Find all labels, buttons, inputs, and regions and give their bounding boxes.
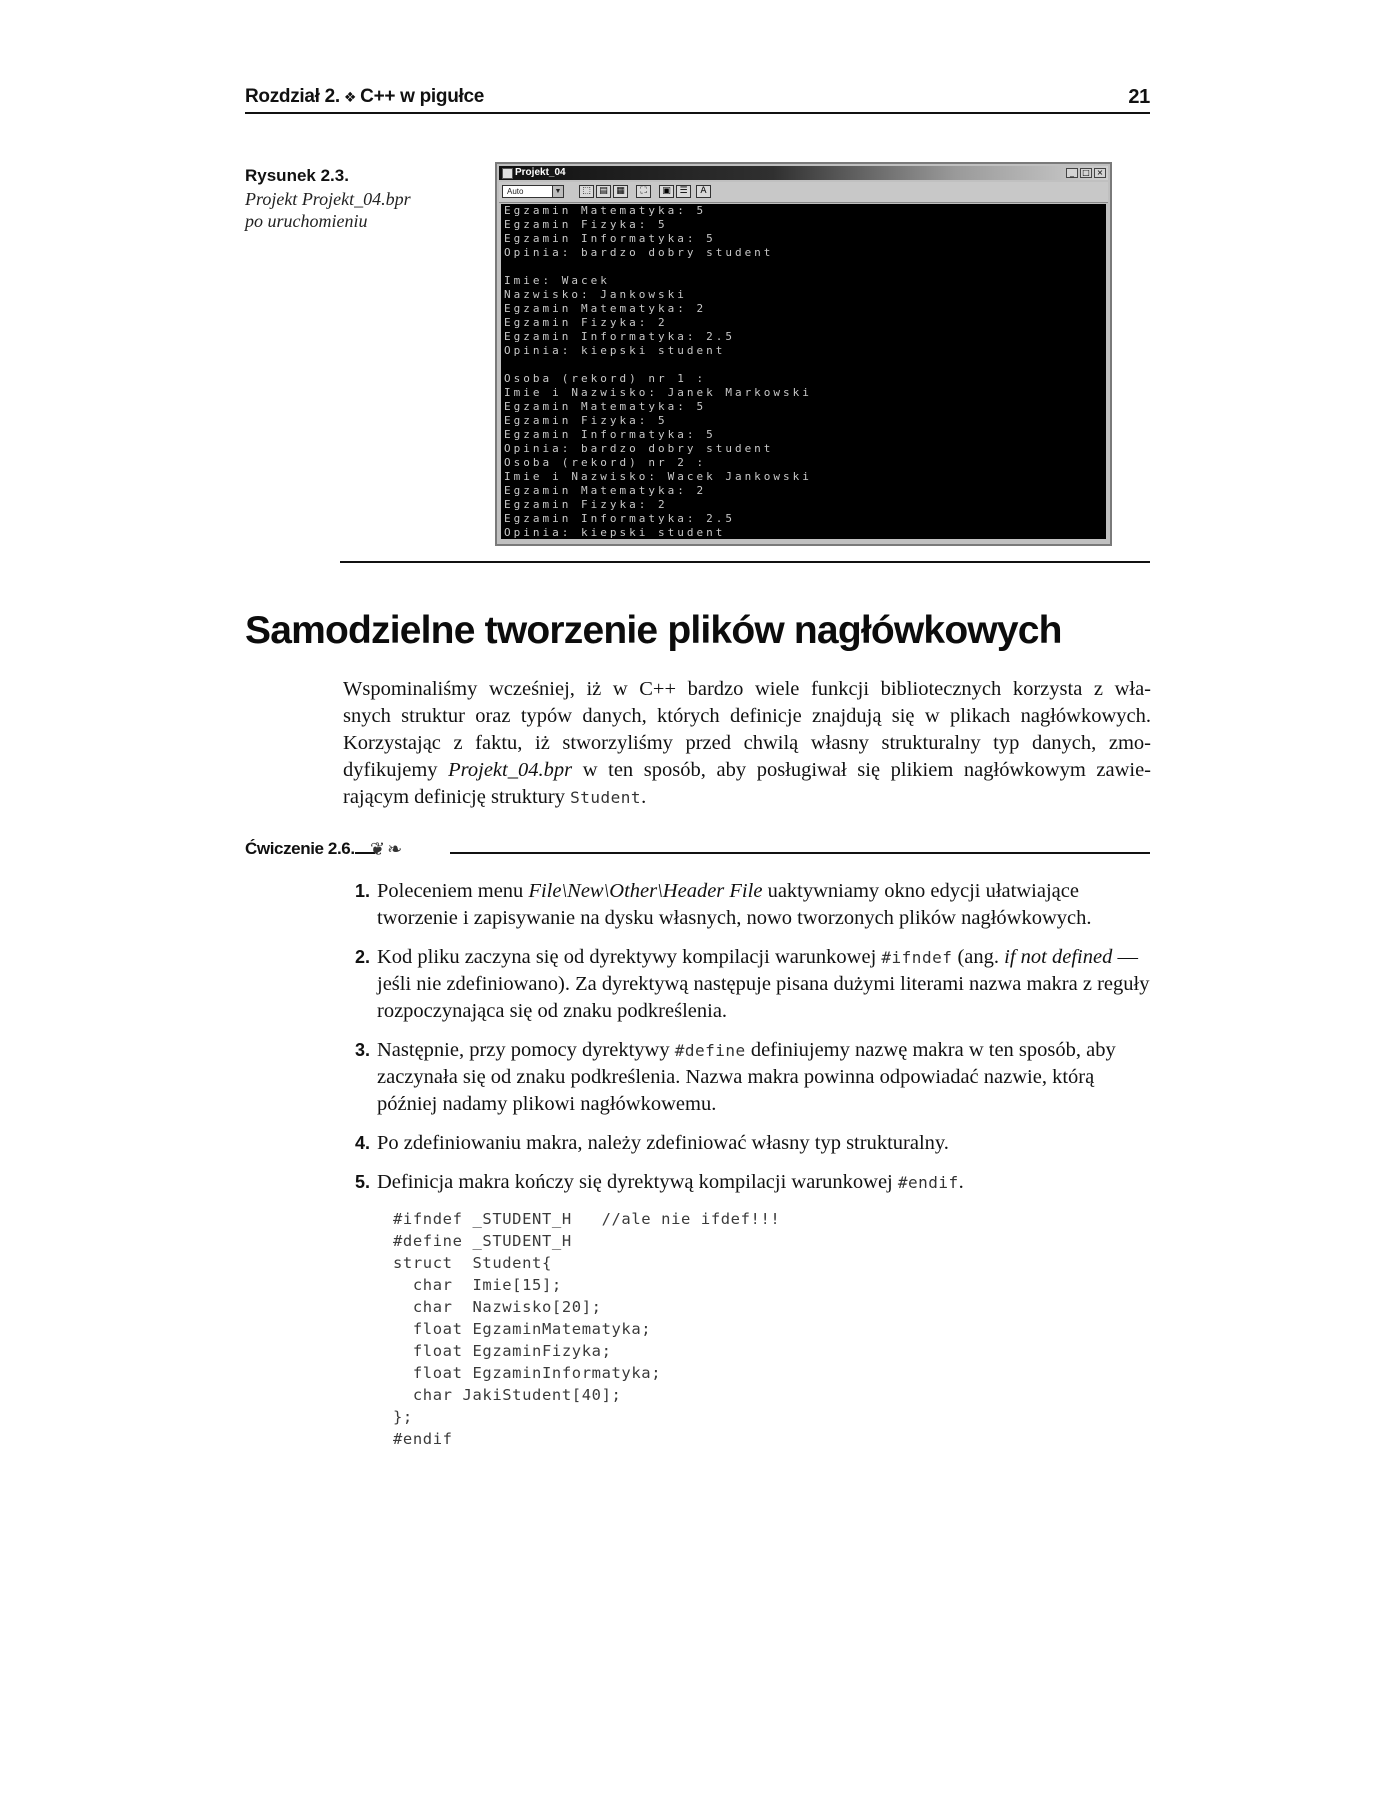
console-line: Egzamin Fizyka: 2 xyxy=(504,498,668,511)
running-header-chapter xyxy=(245,86,484,108)
console-line: Egzamin Informatyka: 5 xyxy=(504,232,716,245)
step-text: (ang. xyxy=(952,946,1005,968)
inline-code: #define xyxy=(674,1041,746,1060)
step-text: uaktywniamy okno edycji ułatwiające tworzenie i zapisywanie na dysku własnych, nowo tworzonych plików nagłówkowych. xyxy=(377,880,1092,929)
figure-description-line: Projekt Projekt_04.bpr xyxy=(245,189,411,209)
code-line: struct Student{ xyxy=(393,1254,552,1272)
inline-code: Student xyxy=(570,788,642,807)
step-text: definiujemy nazwę makra w ten sposób, aby zaczynała się od znaku podkreślenia. Nazwa makra powinna odpowiadać nazwie, którą później nadamy plikowi nagłówkowemu. xyxy=(377,1039,1116,1115)
code-line: char Imie[15]; xyxy=(393,1276,562,1294)
section-title: Samodzielne tworzenie plików nagłówkowych xyxy=(245,609,1062,652)
console-line: Opinia: kiepski student xyxy=(504,526,726,539)
code-line: }; xyxy=(393,1408,413,1426)
step-number: 4. xyxy=(355,1133,371,1153)
window-title: Projekt_04 xyxy=(515,167,566,178)
paragraph-line xyxy=(343,784,1151,811)
step-item xyxy=(355,944,1155,1025)
select-icon: ⬚ xyxy=(579,185,594,198)
font-size-select xyxy=(502,185,564,198)
step-text: Po zdefiniowaniu makra, należy zdefiniować własny typ strukturalny. xyxy=(377,1132,949,1154)
console-line: Imie: Wacek xyxy=(504,274,610,287)
console-line: Egzamin Informatyka: 5 xyxy=(504,428,716,441)
code-listing xyxy=(393,1208,1093,1450)
window-title-bar xyxy=(499,166,1108,180)
step-emphasis: if not defined xyxy=(1004,946,1113,968)
step-text: Poleceniem menu xyxy=(377,880,529,902)
console-line: Egzamin Fizyka: 2 xyxy=(504,316,668,329)
background-icon: ☰ xyxy=(676,185,691,198)
paragraph-text: rającym definicję struktury xyxy=(343,786,571,808)
console-line: Nazwisko: Jankowski xyxy=(504,288,687,301)
chapter-subject: C++ w pigułce xyxy=(360,86,485,107)
chevron-down-icon: ▼ xyxy=(552,186,563,197)
paragraph-line: Korzystając z faktu, iż stworzyliśmy przed chwilą własny strukturalny typ danych, zmo- xyxy=(343,732,1151,754)
step-item xyxy=(355,1130,1155,1157)
step-text: Kod pliku zaczyna się od dyrektywy kompilacji warunkowej xyxy=(377,946,882,968)
step-text: . xyxy=(958,1171,964,1193)
code-line: float EgzaminMatematyka; xyxy=(393,1320,652,1338)
exercise-label: Ćwiczenie 2.6. xyxy=(245,839,355,858)
step-item xyxy=(355,1169,1155,1196)
inline-code: #endif xyxy=(897,1173,959,1192)
paragraph-line xyxy=(343,757,1151,784)
console-line: Osoba (rekord) nr 1 : xyxy=(504,372,707,385)
console-line: Opinia: bardzo dobry student xyxy=(504,246,774,259)
step-number: 2. xyxy=(355,947,371,967)
paragraph-line: Wspominaliśmy wcześniej, iż w C++ bardzo wiele funkcji bibliotecznych korzysta z wła- xyxy=(343,678,1151,700)
ornament-icon: ❦❧ xyxy=(370,839,405,860)
console-line: Egzamin Informatyka: 2.5 xyxy=(504,512,735,525)
diamond-separator-icon: ❖ xyxy=(343,89,357,105)
code-line: #ifndef _STUDENT_H //ale nie ifdef!!! xyxy=(393,1210,781,1228)
figure-description-line: po uruchomieniu xyxy=(245,211,368,231)
paragraph-text: . xyxy=(641,786,647,808)
console-app-icon xyxy=(502,168,513,179)
project-filename: Projekt_04.bpr xyxy=(448,759,573,781)
paragraph-text: w ten sposób, aby posługiwał się plikiem nagłówkowym zawie- xyxy=(572,759,1152,781)
maximize-icon: □ xyxy=(1080,168,1092,178)
console-line: Egzamin Matematyka: 2 xyxy=(504,484,707,497)
paragraph-text: dyfikujemy xyxy=(343,759,449,781)
step-text: Definicja makra kończy się dyrektywą kompilacji warunkowej xyxy=(377,1171,898,1193)
figure-description xyxy=(245,188,475,232)
step-number: 1. xyxy=(355,881,371,901)
step-item xyxy=(355,1037,1155,1118)
console-line: Egzamin Fizyka: 5 xyxy=(504,218,668,231)
console-window-screenshot xyxy=(495,162,1112,546)
properties-icon: ▣ xyxy=(659,185,674,198)
code-line: char JakiStudent[40]; xyxy=(393,1386,622,1404)
code-line: float EgzaminInformatyka; xyxy=(393,1364,662,1382)
copy-icon: ▤ xyxy=(596,185,611,198)
page-number: 21 xyxy=(1128,86,1150,108)
step-number: 5. xyxy=(355,1172,371,1192)
figure-divider xyxy=(340,561,1150,563)
exercise-steps xyxy=(355,878,1155,1208)
figure-caption xyxy=(245,166,475,232)
console-line: Egzamin Informatyka: 2.5 xyxy=(504,330,735,343)
console-line: Egzamin Fizyka: 5 xyxy=(504,414,668,427)
inline-code: #ifndef xyxy=(881,948,953,967)
exercise-rule xyxy=(450,852,1150,854)
console-toolbar xyxy=(499,182,1108,203)
console-line: Osoba (rekord) nr 2 : xyxy=(504,456,707,469)
console-line: Egzamin Matematyka: 5 xyxy=(504,204,707,217)
code-line: #endif xyxy=(393,1430,453,1448)
running-header xyxy=(245,86,1150,114)
step-text: Następnie, przy pomocy dyrektywy xyxy=(377,1039,675,1061)
step-text: — jeśli nie zdefiniowano). Za dyrektywą następuje pisana dużymi literami nazwa makra z reguły rozpoczynająca się od znaku podkreślenia. xyxy=(377,946,1150,1022)
console-output xyxy=(501,204,1106,539)
console-line: Imie i Nazwisko: Wacek Jankowski xyxy=(504,470,812,483)
font-size-value: Auto xyxy=(507,187,524,196)
console-line: Imie i Nazwisko: Janek Markowski xyxy=(504,386,812,399)
font-icon: A xyxy=(696,185,711,198)
step-item xyxy=(355,878,1155,932)
code-line: char Nazwisko[20]; xyxy=(393,1298,602,1316)
body-paragraph xyxy=(343,676,1151,811)
console-line: Opinia: kiepski student xyxy=(504,344,726,357)
code-line: float EgzaminFizyka; xyxy=(393,1342,612,1360)
figure-label: Rysunek 2.3. xyxy=(245,166,349,185)
exercise-heading xyxy=(245,838,1150,864)
console-line: Opinia: bardzo dobry student xyxy=(504,442,774,455)
chapter-label: Rozdział 2. xyxy=(245,86,340,107)
menu-path: File\New\Other\Header File xyxy=(528,880,763,902)
minimize-icon: _ xyxy=(1066,168,1078,178)
close-icon: × xyxy=(1094,168,1106,178)
fullscreen-icon: ⛶ xyxy=(636,185,651,198)
console-line: Egzamin Matematyka: 2 xyxy=(504,302,707,315)
console-line: Egzamin Matematyka: 5 xyxy=(504,400,707,413)
code-line: #define _STUDENT_H xyxy=(393,1232,572,1250)
paste-icon: ▦ xyxy=(613,185,628,198)
step-number: 3. xyxy=(355,1040,371,1060)
paragraph-line: snych struktur oraz typów danych, których definicje znajdują się w plikach nagłówkowych. xyxy=(343,705,1151,727)
